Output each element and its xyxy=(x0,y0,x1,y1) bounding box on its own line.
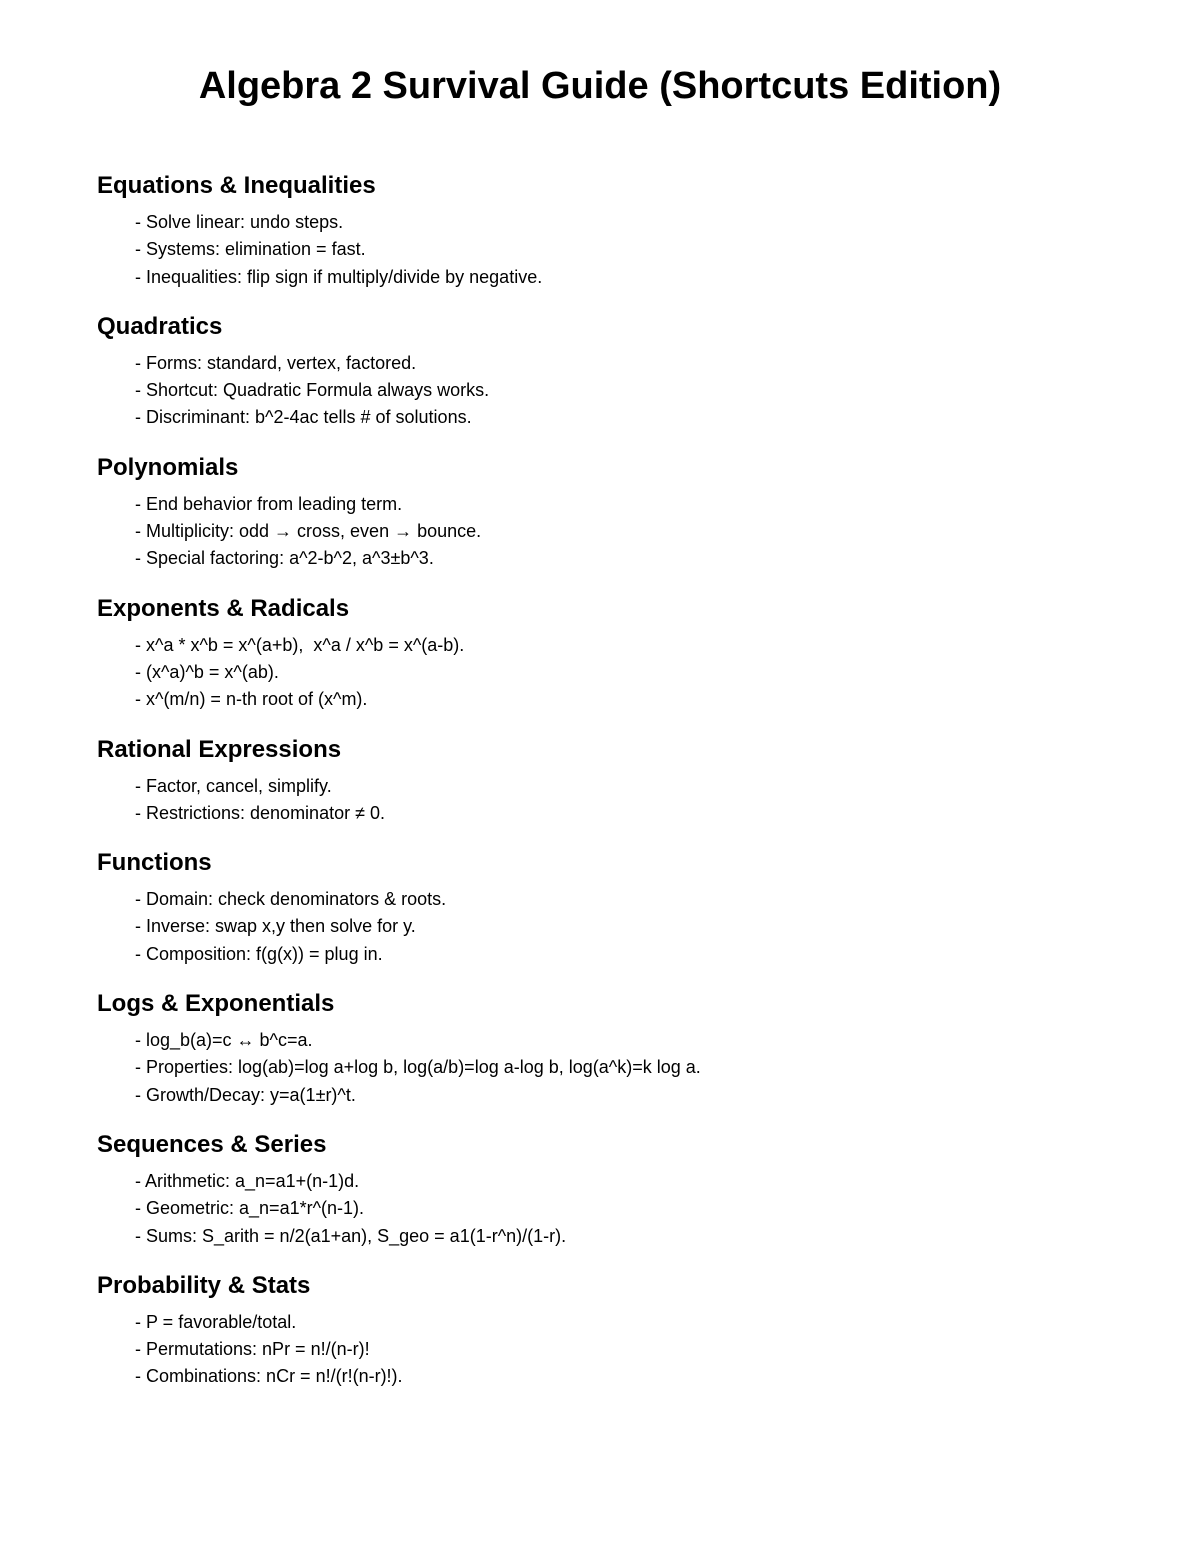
page-title: Algebra 2 Survival Guide (Shortcuts Edition) xyxy=(198,65,1002,107)
list-item: - Special factoring: a^2-b^2, a^3±b^3. xyxy=(135,548,434,569)
list-item: - End behavior from leading term. xyxy=(135,493,403,514)
bullet-list xyxy=(97,1027,1137,1109)
list-item: - x^(m/n) = n-th root of (x^m). xyxy=(135,689,368,710)
list-item: - Multiplicity: odd → cross, even → bounce. xyxy=(135,521,482,542)
section-exponents-radicals xyxy=(97,591,1137,714)
section-polynomials xyxy=(97,450,1137,573)
section-heading: Functions xyxy=(97,849,212,877)
section-heading: Polynomials xyxy=(97,453,239,481)
list-item: - Arithmetic: a_n=a1+(n-1)d. xyxy=(135,1170,360,1191)
section-heading: Rational Expressions xyxy=(97,735,342,763)
section-functions xyxy=(97,845,1137,968)
section-probability-stats xyxy=(97,1268,1137,1391)
section-quadratics xyxy=(97,309,1137,432)
list-item: - Shortcut: Quadratic Formula always works. xyxy=(135,380,490,401)
list-item: - Growth/Decay: y=a(1±r)^t. xyxy=(135,1084,356,1105)
list-item: - Forms: standard, vertex, factored. xyxy=(135,352,417,373)
bullet-list xyxy=(97,773,1137,828)
section-heading: Sequences & Series xyxy=(97,1130,327,1158)
bullet-list xyxy=(97,1168,1137,1250)
list-item: - Restrictions: denominator ≠ 0. xyxy=(135,802,385,823)
section-equations-inequalities xyxy=(97,168,1137,291)
list-item: - Systems: elimination = fast. xyxy=(135,239,366,260)
list-item: - Sums: S_arith = n/2(a1+an), S_geo = a1(1-r^n)/(1-r). xyxy=(135,1225,567,1246)
list-item: - Properties: log(ab)=log a+log b, log(a/b)=log a-log b, log(a^k)=k log a. xyxy=(135,1057,701,1078)
bullet-list xyxy=(97,350,1137,432)
list-item: - Geometric: a_n=a1*r^(n-1). xyxy=(135,1198,365,1219)
section-rational-expressions xyxy=(97,732,1137,828)
sections-container xyxy=(97,168,1137,1409)
bullet-list xyxy=(97,632,1137,714)
list-item: - Solve linear: undo steps. xyxy=(135,212,344,232)
section-heading: Logs & Exponentials xyxy=(97,990,335,1018)
list-item: - Combinations: nCr = n!/(r!(n-r)!). xyxy=(135,1366,403,1387)
list-item: - (x^a)^b = x^(ab). xyxy=(135,661,279,682)
list-item: - Permutations: nPr = n!/(n-r)! xyxy=(135,1339,370,1360)
section-heading: Equations & Inequalities xyxy=(97,172,376,199)
bullet-list xyxy=(97,1309,1137,1391)
list-item: - Composition: f(g(x)) = plug in. xyxy=(135,943,383,964)
section-heading: Exponents & Radicals xyxy=(97,594,350,622)
bullet-list xyxy=(97,491,1137,573)
section-heading: Quadratics xyxy=(97,312,223,340)
list-item: - Domain: check denominators & roots. xyxy=(135,889,447,910)
list-item: - Inverse: swap x,y then solve for y. xyxy=(135,916,416,937)
section-heading: Probability & Stats xyxy=(97,1271,311,1299)
list-item: - Factor, cancel, simplify. xyxy=(135,775,332,796)
bullet-list xyxy=(97,209,1137,291)
list-item: - Inequalities: flip sign if multiply/divide by negative. xyxy=(135,266,543,287)
bullet-list xyxy=(97,886,1137,968)
list-item: - x^a * x^b = x^(a+b), x^a / x^b = x^(a-b). xyxy=(135,634,465,655)
section-logs-exponentials xyxy=(97,986,1137,1109)
section-sequences-series xyxy=(97,1127,1137,1250)
list-item: - Discriminant: b^2-4ac tells # of solutions. xyxy=(135,407,472,428)
list-item: - log_b(a)=c ↔ b^c=a. xyxy=(135,1030,313,1051)
list-item: - P = favorable/total. xyxy=(135,1311,297,1332)
